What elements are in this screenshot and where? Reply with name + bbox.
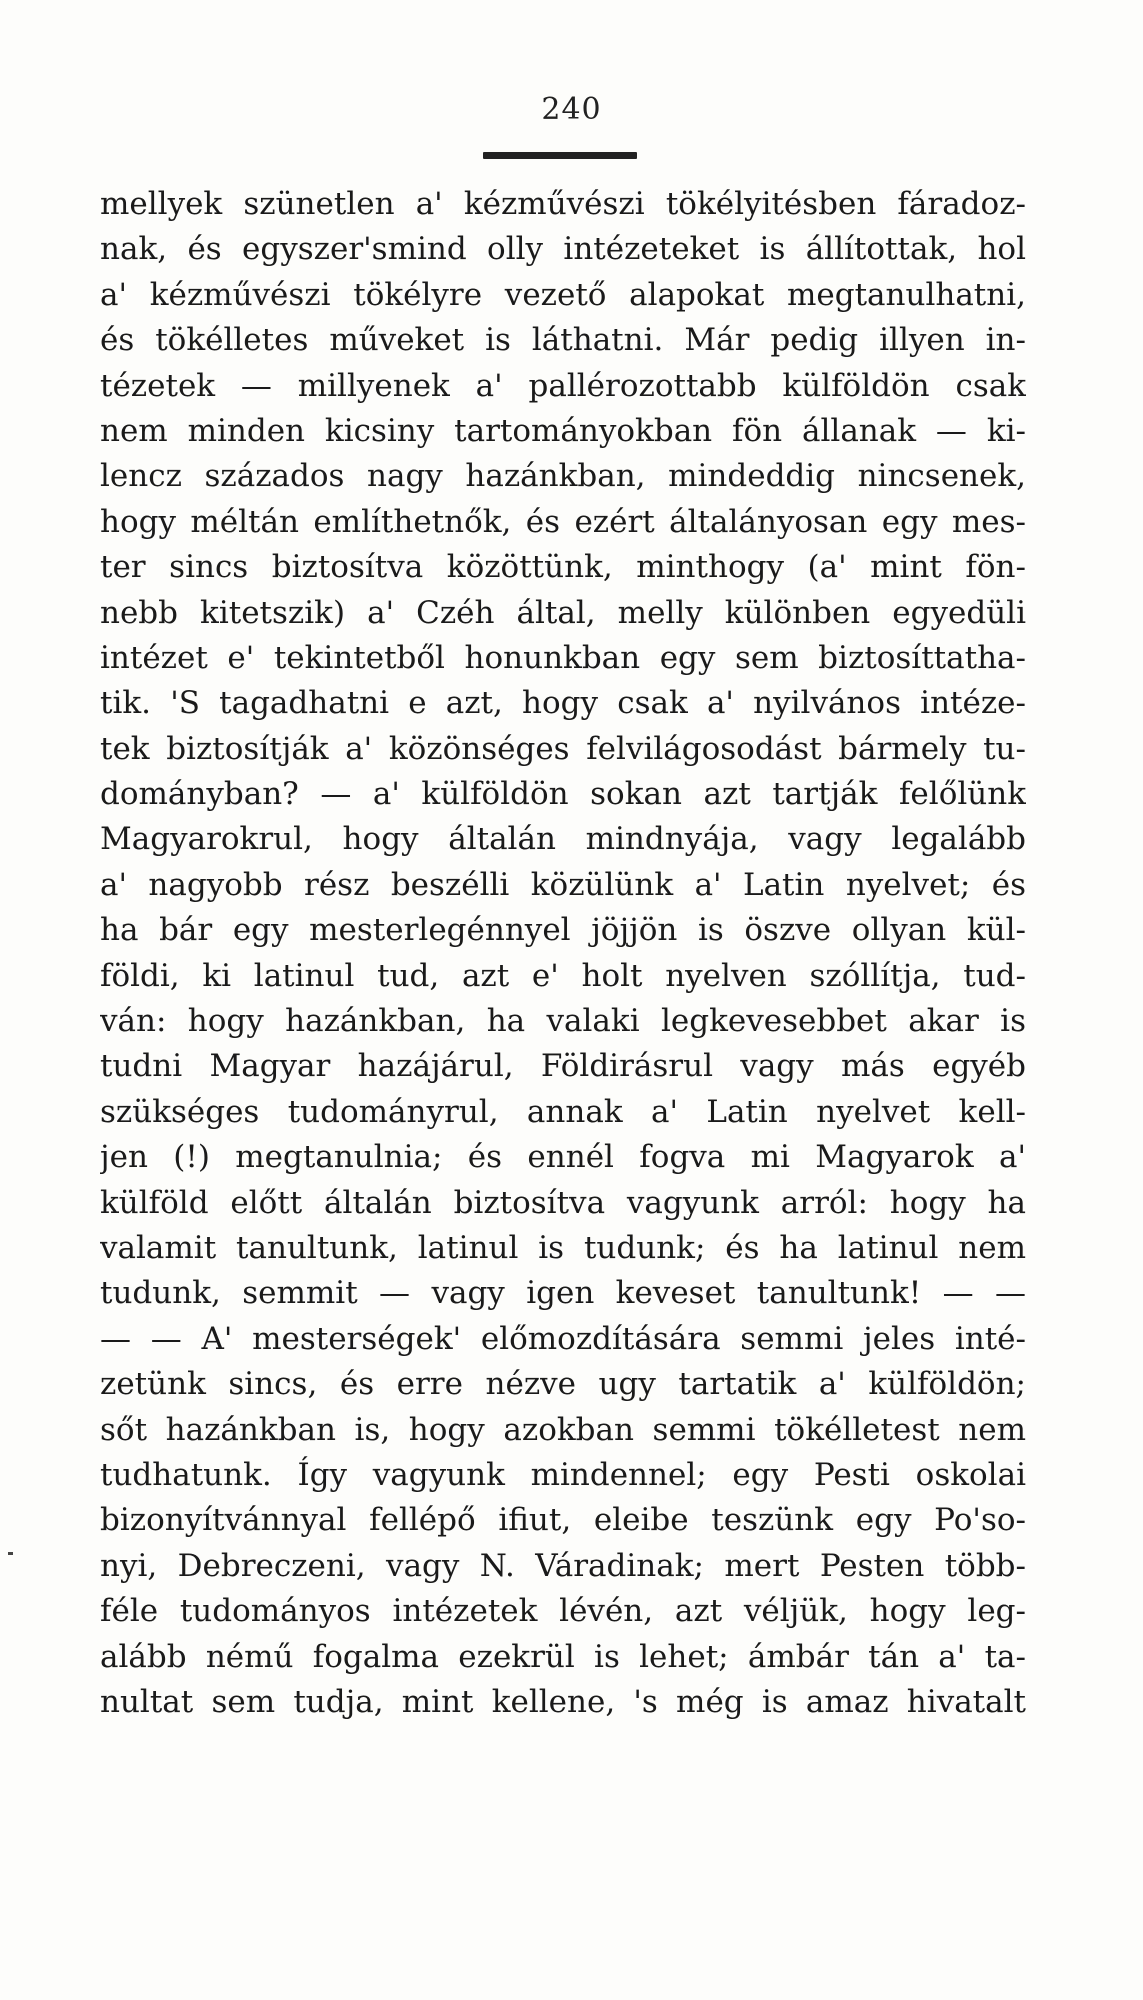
text-line: — — A' mesterségek' előmozdítására semmi jeles inté-: [100, 1320, 1026, 1357]
text-line: ter sincs biztosítva közöttünk, minthogy (a' mint fön-: [100, 549, 1026, 586]
page-number: 240: [541, 92, 602, 127]
text-line: tik. 'S tagadhatni e azt, hogy csak a' nyilvános intéze-: [100, 685, 1026, 722]
text-line: intézet e' tekintetből honunkban egy sem biztosíttatha-: [100, 639, 1026, 676]
text-line: nyi, Debreczeni, vagy N. Váradinak; mert Pesten több-: [100, 1547, 1026, 1584]
text-line: ha bár egy mesterlegénnyel jöjjön is öszve ollyan kül-: [100, 912, 1026, 949]
text-line: a' nagyobb rész beszélli közülünk a' Latin nyelvet; és: [100, 866, 1026, 903]
text-line: jen (!) megtanulnia; és ennél fogva mi Magyarok a': [100, 1139, 1026, 1176]
text-line: nebb kitetszik) a' Czéh által, melly különben egyedüli: [100, 594, 1026, 631]
header-rule: [483, 152, 637, 159]
text-line: féle tudományos intézetek lévén, azt véljük, hogy leg-: [100, 1593, 1026, 1630]
text-line: dományban? — a' külföldön sokan azt tartják felőlünk: [100, 776, 1026, 813]
text-line: mellyek szünetlen a' kézművészi tökélyitésben fáradoz-: [100, 186, 1026, 222]
text-line: valamit tanultunk, latinul is tudunk; és ha latinul nem: [100, 1229, 1026, 1266]
text-line: a' kézművészi tökélyre vezető alapokat megtanulhatni,: [100, 276, 1026, 313]
text-line: tudunk, semmit — vagy igen keveset tanultunk! — —: [100, 1275, 1026, 1312]
text-line: alább némű fogalma ezekrül is lehet; ámbár tán a' ta-: [100, 1638, 1026, 1675]
text-line: nultat sem tudja, mint kellene, 's még is amaz hivatalt: [100, 1683, 1026, 1720]
text-line: és tökélletes műveket is láthatni. Már pedig illyen in-: [100, 322, 1026, 359]
text-line: ván: hogy hazánkban, ha valaki legkevesebbet akar is: [100, 1003, 1026, 1040]
text-line: tek biztosítják a' közönséges felvilágosodást bármely tu-: [100, 730, 1026, 767]
text-line: Magyarokrul, hogy általán mindnyája, vagy legalább: [100, 821, 1026, 858]
text-line: földi, ki latinul tud, azt e' holt nyelven szóllítja, tud-: [100, 957, 1026, 994]
text-line: tudhatunk. Így vagyunk mindennel; egy Pesti oskolai: [100, 1456, 1026, 1493]
text-line: hogy méltán említhetnők, és ezért általányosan egy mes-: [100, 503, 1026, 540]
text-line: tudni Magyar hazájárul, Földirásrul vagy más egyéb: [100, 1048, 1026, 1085]
margin-speck: [8, 1552, 13, 1555]
text-line: külföld előtt általán biztosítva vagyunk arról: hogy ha: [100, 1184, 1026, 1221]
text-line: tézetek — millyenek a' pallérozottabb külföldön csak: [100, 367, 1026, 404]
text-line: nak, és egyszer'smind olly intézeteket is állítottak, hol: [100, 231, 1026, 268]
text-line: sőt hazánkban is, hogy azokban semmi tökélletest nem: [100, 1411, 1026, 1448]
body-text: [100, 182, 1026, 1725]
text-line: bizonyítvánnyal fellépő ifiut, eleibe teszünk egy Po'so-: [100, 1502, 1026, 1539]
text-line: szükséges tudományrul, annak a' Latin nyelvet kell-: [100, 1093, 1026, 1130]
text-line: lencz százados nagy hazánkban, mindeddig nincsenek,: [100, 458, 1026, 495]
text-line: nem minden kicsiny tartományokban fön állanak — ki-: [100, 412, 1026, 449]
text-line: zetünk sincs, és erre nézve ugy tartatik a' külföldön;: [100, 1366, 1026, 1403]
